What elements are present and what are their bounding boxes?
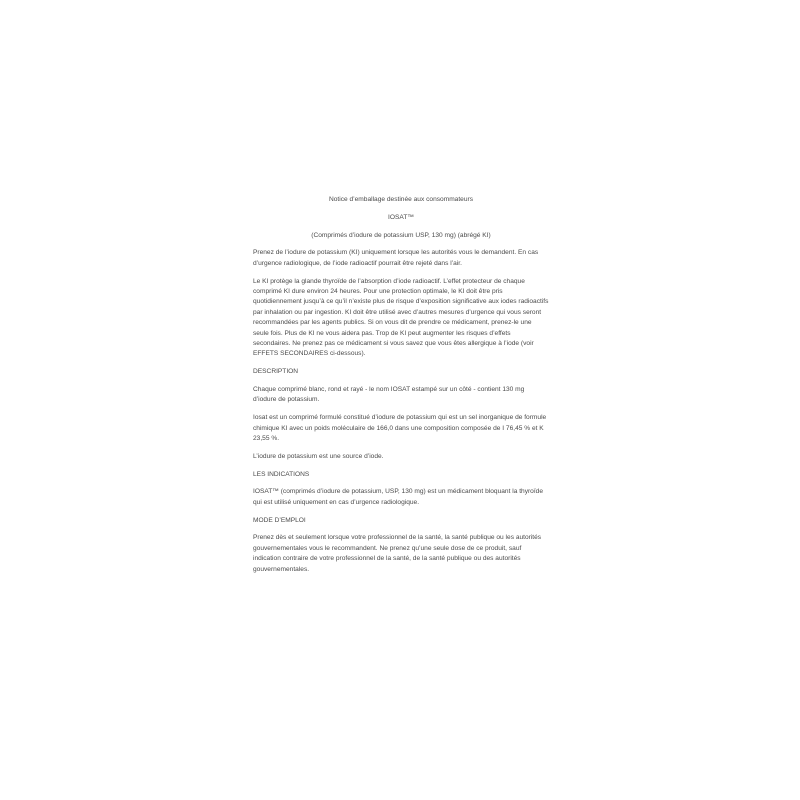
product-name: IOSAT™ [388, 213, 414, 221]
intro-paragraph-2: Le KI protège la glande thyroïde de l’absorption d’iode radioactif. L’effet protecteur de chaque comprimé KI dure environ 24 heures. Pour une protection optimale, le KI doit être pris quotidiennement jusqu’à ce qu’il n’existe plus de risque d’exposition significative aux iodes radioactifs par inhalation ou par ingestion. KI doit être utilisé avec d’autres mesures d’urgence qui vous seront recommandées par les agents publics. Si on vous dit de prendre ce médicament, prenez-le une seule fois. Plus de KI ne vous aidera pas. Trop de KI peut augmenter les risques d’effets secondaires. Ne prenez pas ce médicament si vous savez que vous êtes allergique à l’iode (voir EFFETS SECONDAIRES ci-dessous). [253, 277, 549, 358]
document-body [253, 195, 549, 582]
indications-heading: LES INDICATIONS [253, 470, 310, 478]
document-title: Notice d’emballage destinée aux consommateurs [328, 196, 474, 203]
intro-paragraph-1: Prenez de l’iodure de potassium (KI) uniquement lorsque les autorités vous le demandent. En cas d’urgence radiologique, de l’iode radioactif pourrait être rejeté dans l’air. [253, 249, 539, 267]
product-subtitle: (Comprimés d’iodure de potassium USP, 130 mg) (abrégé KI) [311, 231, 491, 239]
description-paragraph-3: L’iodure de potassium est une source d’iode. [253, 452, 384, 460]
usage-heading: MODE D’EMPLOI [253, 516, 306, 524]
description-paragraph-2: Iosat est un comprimé formulé constitué d’iodure de potassium qui est un sel inorganique de formule chimique KI avec un poids moléculaire de 166,0 dans une composition composée de I 76,45 % et K 23,55 %. [253, 414, 547, 443]
indications-paragraph: IOSAT™ (comprimés d’iodure de potassium, USP, 130 mg) est un médicament bloquant la thyroïde qui est utilisé uniquement en cas d’urgence radiologique. [253, 488, 544, 506]
usage-paragraph: Prenez dès et seulement lorsque votre professionnel de la santé, la santé publique ou les autorités gouvernementales vous le recommandent. Ne prenez qu’une seule dose de ce produit, sauf indication contraire de votre professionnel de la santé, de la santé publique ou des autorités gouvernementales. [253, 534, 542, 573]
description-heading: DESCRIPTION [253, 368, 299, 376]
description-paragraph-1: Chaque comprimé blanc, rond et rayé - le nom IOSAT estampé sur un côté - contient 130 mg d’iodure de potassium. [253, 386, 525, 404]
